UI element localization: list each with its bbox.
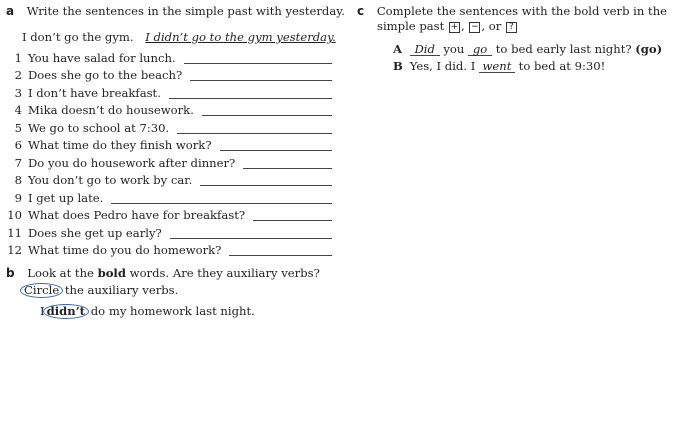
item-number: 10 [7,208,22,222]
exercise-item [6,191,103,205]
item-number: 4 [14,103,22,117]
item-number: 6 [14,138,22,152]
item-text: You don’t go to work by car. [28,173,193,187]
item-number: 7 [14,156,22,170]
example-a-end: to bed early last night? [495,42,632,56]
exercise-item [6,243,221,257]
item-number: 3 [14,86,22,100]
exercise-item [6,208,245,222]
question-box-icon: ? [506,22,517,33]
section-b-instruction-1: Look at the [27,266,94,280]
item-number: 5 [14,121,22,135]
item-number: 1 [14,51,22,65]
section-c-example-a [393,42,662,56]
section-b-instruction-line2 [22,283,178,297]
or-word: , or [481,19,502,33]
section-c-heading [357,4,667,18]
section-b-example-circled: didn’t [43,304,89,319]
exercise-item [6,51,176,65]
section-a-heading [6,4,345,18]
section-b-example [40,304,255,318]
item-text: Does she get up early? [28,226,162,240]
exercise-item [6,138,212,152]
item-text: Do you do housework after dinner? [28,156,236,170]
section-b-instruction-bold: bold [97,266,126,280]
speaker-a: A [393,42,402,56]
item-text: We go to school at 7:30. [28,121,170,135]
speaker-b: B [393,59,403,73]
answer-line[interactable] [200,185,332,186]
item-text: What time do they finish work? [28,138,212,152]
answer-line[interactable] [111,203,332,204]
section-b-instruction-3: the auxiliary verbs. [64,283,179,297]
exercise-item [6,156,235,170]
example-answer: I didn’t go to the gym yesterday. [145,30,336,44]
exercise-item [6,103,194,117]
exercise-item [6,121,169,135]
item-number: 9 [14,191,22,205]
section-c-instruction-2: simple past [377,19,445,33]
answer-line[interactable] [202,115,332,116]
item-number: 8 [14,173,22,187]
circle-word: Circle [20,283,63,298]
section-c-example-b [393,59,605,73]
example-prompt: I don’t go the gym. [22,30,134,44]
answer-line[interactable] [184,63,332,64]
section-c-instruction-1: Complete the sentences with the bold verb in the [376,4,668,18]
answer-line[interactable] [170,238,332,239]
item-number: 11 [7,226,22,240]
section-b-heading [6,266,320,280]
section-a-letter: a [6,4,15,18]
section-c-letter: c [357,4,365,18]
answer-line[interactable] [229,255,332,256]
item-text: What time do you do homework? [28,243,222,257]
section-a-instruction: Write the sentences in the simple past with yesterday. [26,4,345,18]
item-text: I don’t have breakfast. [28,86,161,100]
example-answer-went: went [479,60,515,73]
example-a-verb: (go) [635,42,663,56]
answer-line[interactable] [169,98,332,99]
item-text: Mika doesn’t do housework. [28,103,194,117]
item-text: You have salad for lunch. [28,51,176,65]
answer-line[interactable] [220,150,332,151]
example-b-end: to bed at 9:30! [518,59,606,73]
section-b-example-1: I [40,304,45,318]
section-b-instruction-2: words. Are they auxiliary verbs? [129,266,320,280]
example-answer-did: Did [410,43,440,56]
answer-line[interactable] [243,168,332,169]
section-c-instruction-line2 [377,19,518,33]
symbol-separator: , [460,19,465,33]
item-text: What does Pedro have for breakfast? [28,208,246,222]
exercise-item [6,173,192,187]
answer-line[interactable] [190,80,332,81]
example-b-start: Yes, I did. I [409,59,476,73]
example-answer-go: go [468,43,492,56]
plus-box-icon: + [450,22,459,32]
minus-box-icon: − [471,22,479,32]
item-number: 2 [14,68,22,82]
answer-line[interactable] [253,220,332,221]
exercise-item [6,86,161,100]
exercise-item [6,226,162,240]
item-text: I get up late. [28,191,104,205]
exercise-item [6,68,182,82]
section-b-example-2: do my homework last night. [90,304,255,318]
section-a-example [22,30,336,44]
item-number: 12 [7,243,22,257]
section-b-letter: b [6,266,15,280]
answer-line[interactable] [177,133,332,134]
item-text: Does she go to the beach? [28,68,183,82]
example-a-mid: you [443,42,465,56]
